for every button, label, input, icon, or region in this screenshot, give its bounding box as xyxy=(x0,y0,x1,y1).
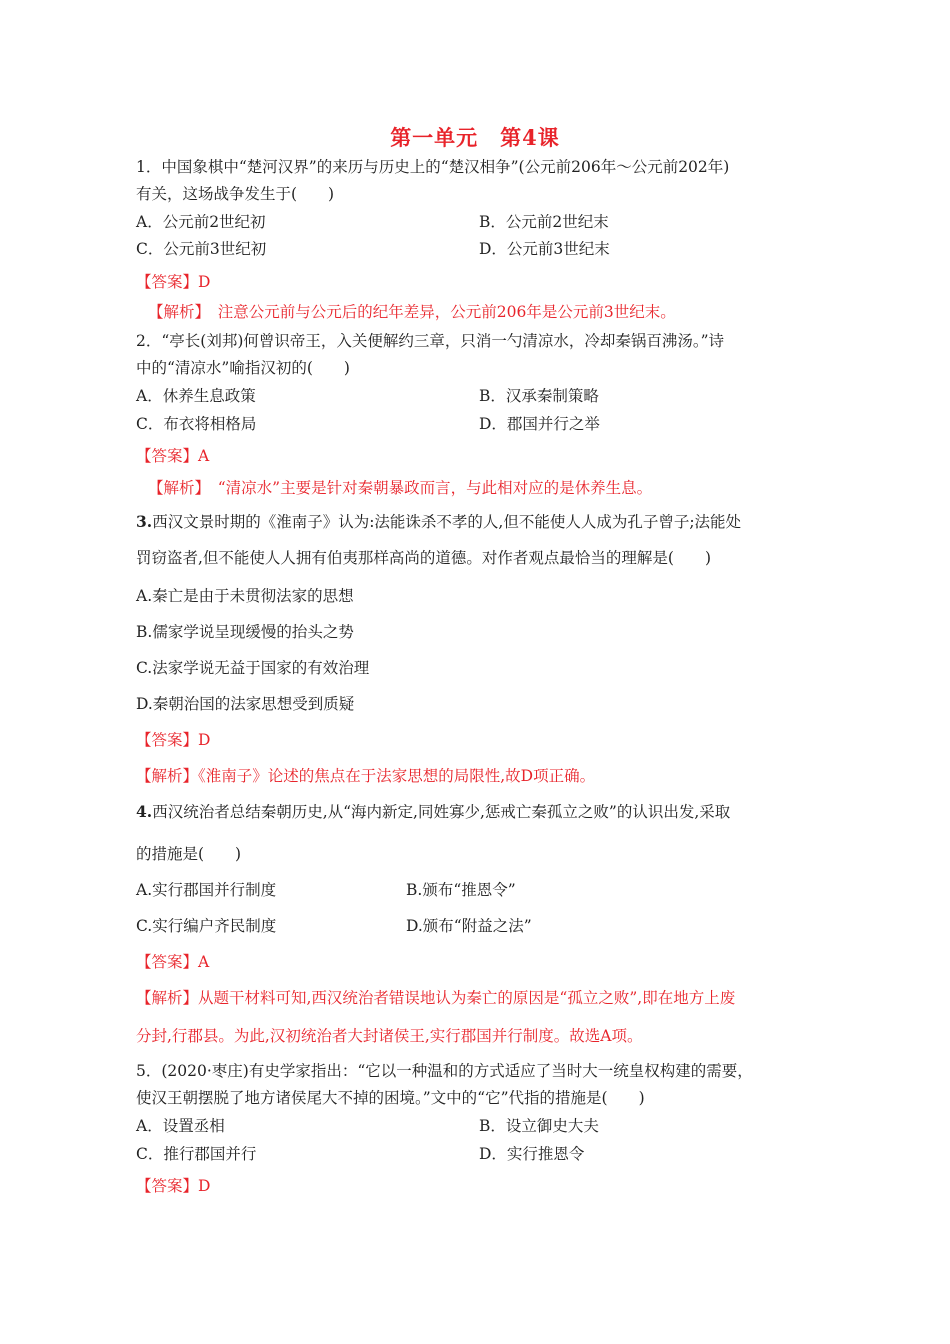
q3-stem-line1: 3.西汉文景时期的《淮南子》认为:法能诛杀不孝的人,但不能使人人成为孔子曾子;法能处 xyxy=(136,512,742,531)
q3-option-a: A.秦亡是由于未贯彻法家的思想 xyxy=(136,587,354,605)
q3-stem-line2: 罚窃盗者,但不能使人人拥有伯夷那样高尚的道德。对作者观点最恰当的理解是( ) xyxy=(136,549,712,567)
q4-option-d: D.颁布“附益之法” xyxy=(406,917,532,935)
q1-option-b: B．公元前2世纪末 xyxy=(479,213,609,231)
q3-option-d: D.秦朝治国的法家思想受到质疑 xyxy=(136,695,355,713)
q5-option-b: B．设立御史大夫 xyxy=(479,1117,599,1135)
q3-option-c: C.法家学说无益于国家的有效治理 xyxy=(136,659,370,677)
q1-answer: 【答案】D xyxy=(136,273,211,291)
q2-option-b: B．汉承秦制策略 xyxy=(479,387,599,405)
q2-answer: 【答案】A xyxy=(136,447,210,465)
q1-stem-line2: 有关，这场战争发生于( ) xyxy=(136,185,335,203)
q1-option-d: D．公元前3世纪末 xyxy=(479,240,610,258)
q3-answer: 【答案】D xyxy=(136,731,211,749)
q5-option-c: C．推行郡国并行 xyxy=(136,1145,257,1163)
q3-option-b: B.儒家学说呈现缓慢的抬头之势 xyxy=(136,623,354,641)
q4-option-a: A.实行郡国并行制度 xyxy=(136,881,277,899)
q4-analysis-line2: 分封,行郡县。为此,汉初统治者大封诸侯王,实行郡国并行制度。故选A项。 xyxy=(136,1027,643,1045)
q4-stem-line1: 4.西汉统治者总结秦朝历史,从“海内新定,同姓寡少,惩戒亡秦孤立之败”的认识出发,采取 xyxy=(136,802,731,821)
q1-stem-line1: 1．中国象棋中“楚河汉界”的来历与历史上的“楚汉相争”(公元前206年～公元前202年) xyxy=(136,158,730,176)
q1-option-a: A．公元前2世纪初 xyxy=(136,213,266,231)
q4-analysis-line1: 【解析】从题干材料可知,西汉统治者错误地认为秦亡的原因是“孤立之败”,即在地方上废 xyxy=(136,989,736,1007)
q5-answer: 【答案】D xyxy=(136,1177,211,1195)
q4-stem-line2: 的措施是( ) xyxy=(136,845,242,863)
q3-analysis: 【解析】《淮南子》论述的焦点在于法家思想的局限性,故D项正确。 xyxy=(136,767,596,785)
q4-stem-text: 西汉统治者总结秦朝历史,从“海内新定,同姓寡少,惩戒亡秦孤立之败”的认识出发,采取 xyxy=(152,803,731,821)
q5-option-d: D．实行推恩令 xyxy=(479,1145,585,1163)
q2-analysis: 【解析】 “清凉水”主要是针对秦朝暴政而言，与此相对应的是休养生息。 xyxy=(148,479,653,497)
q5-stem-line2: 使汉王朝摆脱了地方诸侯尾大不掉的困境。”文中的“它”代指的措施是( ) xyxy=(136,1089,645,1107)
page-title: 第一单元 第4课 xyxy=(390,125,560,150)
q3-stem-text: 西汉文景时期的《淮南子》认为:法能诛杀不孝的人,但不能使人人成为孔子曾子;法能处 xyxy=(152,513,742,531)
q1-option-c: C．公元前3世纪初 xyxy=(136,240,267,258)
q2-option-c: C．布衣将相格局 xyxy=(136,415,257,433)
q1-analysis: 【解析】 注意公元前与公元后的纪年差异，公元前206年是公元前3世纪末。 xyxy=(148,303,676,321)
q5-option-a: A．设置丞相 xyxy=(136,1117,225,1135)
q2-option-d: D．郡国并行之举 xyxy=(479,415,600,433)
q5-stem-line1: 5．(2020·枣庄)有史学家指出：“它以一种温和的方式适应了当时大一统皇权构建的需要， xyxy=(136,1062,753,1080)
q4-answer: 【答案】A xyxy=(136,953,210,971)
q2-option-a: A．休养生息政策 xyxy=(136,387,256,405)
q2-stem-line2: 中的“清凉水”喻指汉初的( ) xyxy=(136,359,350,377)
q4-option-b: B.颁布“推恩令” xyxy=(406,881,516,899)
q4-option-c: C.实行编户齐民制度 xyxy=(136,917,277,935)
q2-stem-line1: 2．“亭长(刘邦)何曾识帝王，入关便解约三章，只消一勺清凉水，冷却秦锅百沸汤。”诗 xyxy=(136,332,725,350)
